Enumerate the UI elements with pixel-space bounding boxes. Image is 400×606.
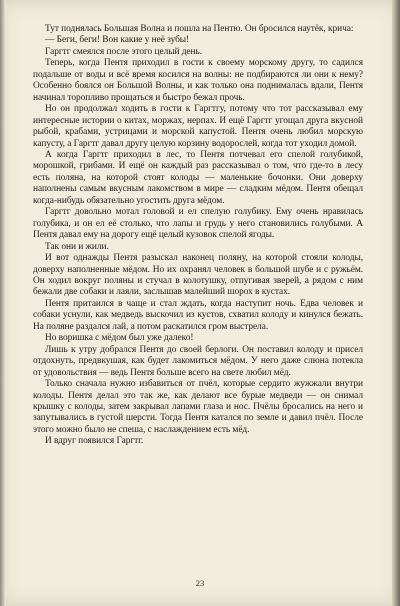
- page-number: 23: [195, 578, 205, 588]
- paragraph: Теперь, когда Пентя приходил в гости к своему морскому другу, то садился подальше от воды и всё время косился на волны: не подбираются ли они к нему? Особенно боялся он Большой Волны, и как только она поднималась вдали, Пентя начинал торопливо прощаться и быстро бежал прочь.: [33, 58, 363, 103]
- paragraph: Лишь к утру добрался Пентя до своей берлоги. Он поставил колоду и присел отдохнуть, предвкушая, как будет лакомиться мёдом. У него даже слюна потекла от удовольствия — ведь Пентя больше всего на свете любил мёд.: [33, 344, 363, 378]
- paragraph: Пентя притаился в чаще и стал ждать, когда наступит ночь. Едва человек и собаки уснули, как медведь выскочил из кустов, схватил колоду и кинулся бежать. На поляне раздался лай, а потом раскатился гром выстрела.: [33, 298, 363, 332]
- paragraph: А когда Гаргтг приходил в лес, то Пентя потчевал его спелой голубикой, морошкой, грибами. И ещё он каждый раз рассказывал о том, что где-то в лесу есть поляна, на которой стоят колоды — маленькие бочонки. Они доверху наполнены самым вкусным лакомством в мире — сладким мёдом. Пентя обещал когда-нибудь обязательно угостить друга мёдом.: [33, 149, 363, 206]
- body-text: [33, 24, 363, 448]
- paragraph: Тут поднялась Большая Волна и пошла на Пентю. Он бросился наутёк, крича:: [45, 24, 354, 34]
- paragraph: И вот однажды Пентя разыскал наконец поляну, на которой стояли колоды, доверху наполненные мёдом. Но их охранял человек в большой шубе и с ружьём. Он ходил вокруг поляны и стучал в колотушку, отпугивая зверей, а рядом с ним бежали две собаки и лаяли, заслышав малейший шорох в кустах.: [33, 253, 363, 298]
- paragraph: Но воришка с мёдом был уже далеко!: [45, 333, 194, 344]
- paragraph: Но он продолжал ходить в гости к Гаргтгу, потому что тот рассказывал ему интересные истории о китах, моржах, нерпах. И ещё Гаргтг угощал друга вкусной рыбой, крабами, устрицами и морской капустой. Пентя очень любил морскую капусту, а Гаргтг давал другу целую корзину водорослей, когда тот уходил домой.: [33, 104, 363, 149]
- page-edge: [392, 0, 400, 606]
- paragraph: — Беги, беги! Вон какие у неё зубы!: [45, 35, 190, 46]
- paragraph: И вдруг появился Гаргтг.: [45, 436, 144, 447]
- paragraph: Гаргтг довольно мотал головой и ел спелую голубику. Ему очень нравилась голубика, и он ел её столько, что лапы и грудь у него становились голубыми. А Пентя давал ему на дорогу ещё целый кузовок спелой ягоды.: [33, 207, 363, 241]
- binding-shadow: [0, 0, 6, 606]
- paragraph: Только сначала нужно избавиться от пчёл, которые сердито жужжали внутри колоды. Пентя делал это так же, как делают все бурые медведи — он снимал крышку с колоды, затем закрывал лапами глаза и нос. Пчёлы бросались на него и запутывались в густой шерсти. Тогда Пентя катался по земле и давил пчёл. После этого можно было не спеша, с наслаждением есть мёд.: [33, 379, 363, 435]
- paragraph: Гаргтг смеялся после этого целый день.: [45, 46, 203, 57]
- paragraph: Так они и жили.: [45, 241, 109, 252]
